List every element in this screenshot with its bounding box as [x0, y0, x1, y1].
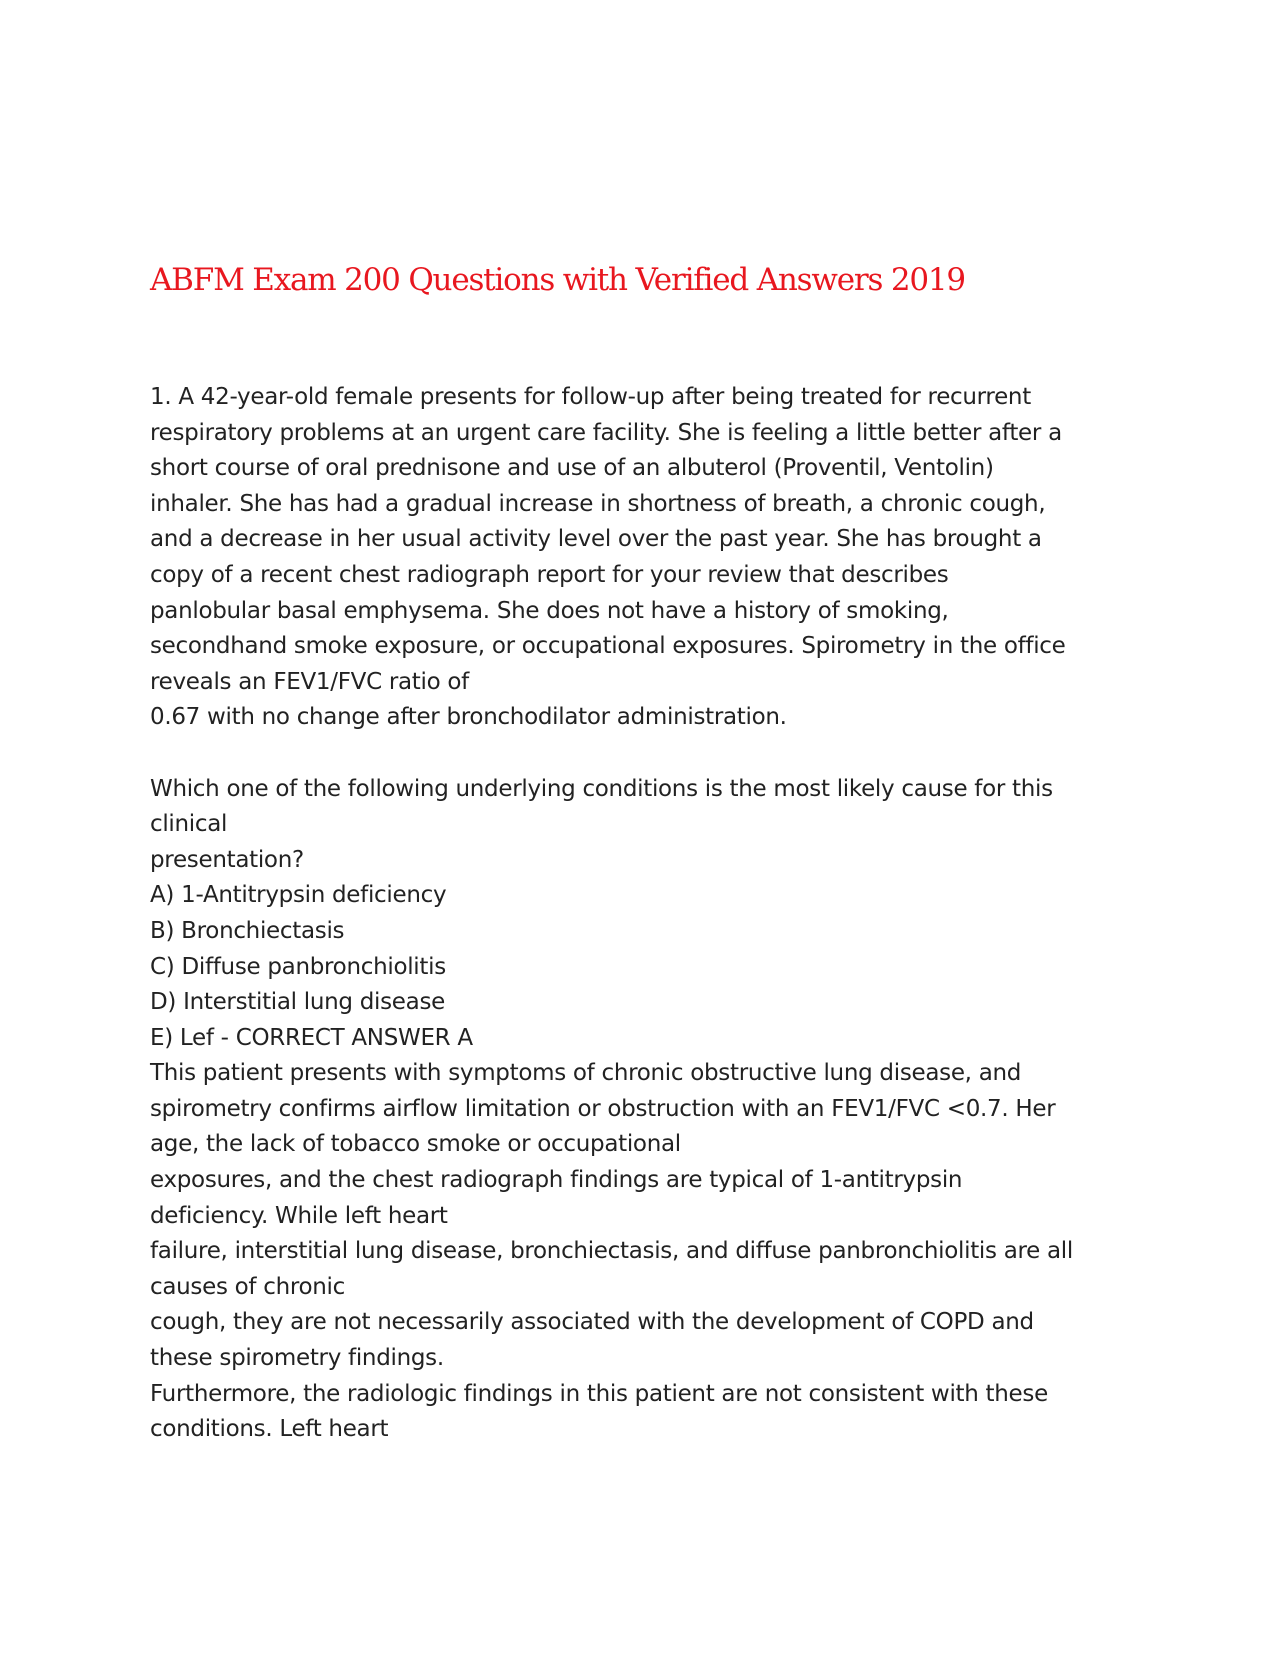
- explanation-line: these spirometry findings.: [150, 1345, 444, 1372]
- prompt-line: clinical: [150, 811, 228, 838]
- prompt-line: presentation?: [150, 846, 304, 873]
- option-b: B) Bronchiectasis: [150, 917, 345, 944]
- answer-options: [150, 878, 1150, 1056]
- stem-line: respiratory problems at an urgent care facility. She is feeling a little better after a: [150, 419, 1062, 446]
- stem-line: 0.67 with no change after bronchodilator administration.: [150, 704, 787, 731]
- explanation-line: failure, interstitial lung disease, bronchiectasis, and diffuse panbronchiolitis are all: [150, 1238, 1073, 1265]
- explanation-line: Furthermore, the radiologic findings in this patient are not consistent with these: [150, 1380, 1048, 1407]
- option-e-correct-answer: E) Lef - CORRECT ANSWER A: [150, 1024, 473, 1051]
- explanation-line: age, the lack of tobacco smoke or occupational: [150, 1131, 681, 1158]
- question-prompt: [150, 772, 1150, 879]
- stem-line: and a decrease in her usual activity level over the past year. She has brought a: [150, 526, 1042, 553]
- document-title: ABFM Exam 200 Questions with Verified Answers 2019: [150, 262, 965, 298]
- stem-line: copy of a recent chest radiograph report for your review that describes: [150, 561, 949, 588]
- option-a: A) 1-Antitrypsin deficiency: [150, 882, 447, 909]
- question-stem: [150, 380, 1150, 736]
- stem-line: short course of oral prednisone and use of an albuterol (Proventil, Ventolin): [150, 455, 994, 482]
- stem-line: inhaler. She has had a gradual increase in shortness of breath, a chronic cough,: [150, 490, 1046, 517]
- stem-line: panlobular basal emphysema. She does not have a history of smoking,: [150, 597, 949, 624]
- explanation-line: exposures, and the chest radiograph findings are typical of 1-antitrypsin: [150, 1167, 963, 1194]
- question-body: [150, 380, 1150, 1448]
- option-d: D) Interstitial lung disease: [150, 989, 445, 1016]
- prompt-line: Which one of the following underlying conditions is the most likely cause for this: [150, 775, 1053, 802]
- explanation-line: causes of chronic: [150, 1273, 345, 1300]
- explanation-line: deficiency. While left heart: [150, 1202, 448, 1229]
- explanation-line: cough, they are not necessarily associated with the development of COPD and: [150, 1309, 1034, 1336]
- stem-line: reveals an FEV1/FVC ratio of: [150, 668, 469, 695]
- stem-line: secondhand smoke exposure, or occupational exposures. Spirometry in the office: [150, 633, 1066, 660]
- explanation-line: conditions. Left heart: [150, 1416, 389, 1443]
- explanation-line: spirometry confirms airflow limitation or obstruction with an FEV1/FVC <0.7. Her: [150, 1095, 1056, 1122]
- stem-line: 1. A 42-year-old female presents for follow-up after being treated for recurrent: [150, 384, 1031, 410]
- explanation-line: This patient presents with symptoms of chronic obstructive lung disease, and: [150, 1060, 1022, 1087]
- paragraph-gap: [150, 736, 1150, 772]
- answer-explanation: [150, 1056, 1150, 1448]
- option-c: C) Diffuse panbronchiolitis: [150, 953, 446, 980]
